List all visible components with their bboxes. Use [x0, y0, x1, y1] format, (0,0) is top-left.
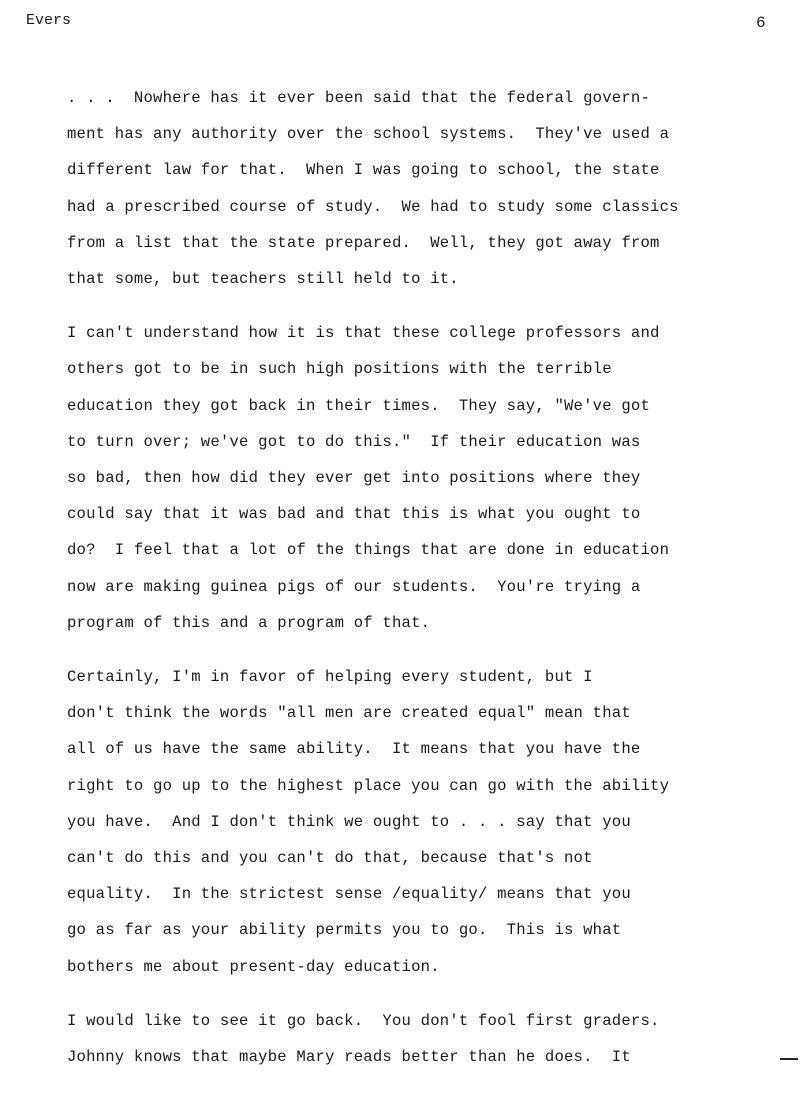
text-line: ment has any authority over the school systems. They've used a [67, 125, 670, 144]
text-line: to turn over; we've got to do this." If their education was [67, 432, 641, 451]
text-line: had a prescribed course of study. We had to study some classics [67, 197, 679, 216]
body-text [67, 80, 779, 1093]
text-line: go as far as your ability permits you to go. This is what [67, 921, 622, 940]
text-line: so bad, then how did they ever get into positions where they [67, 469, 641, 488]
paragraph-4 [67, 1003, 779, 1075]
text-line: equality. In the strictest sense /equality/ means that you [67, 885, 631, 904]
text-line: can't do this and you can't do that, because that's not [67, 849, 593, 868]
text-line: others got to be in such high positions with the terrible [67, 360, 612, 379]
text-line: . . . Nowhere has it ever been said that the federal govern- [67, 89, 651, 107]
text-line: now are making guinea pigs of our students. You're trying a [67, 577, 641, 596]
text-line: different law for that. When I was going to school, the state [67, 161, 660, 180]
text-line: I would like to see it go back. You don't fool first graders. [67, 1011, 660, 1030]
paragraph-3 [67, 659, 779, 985]
text-line: all of us have the same ability. It means that you have the [67, 740, 641, 759]
paragraph-1 [67, 80, 779, 297]
paragraph-2 [67, 315, 779, 641]
text-line: Certainly, I'm in favor of helping every student, but I [67, 668, 593, 687]
text-line: don't think the words "all men are created equal" mean that [67, 704, 631, 723]
text-line: Johnny knows that maybe Mary reads better than he does. It [67, 1048, 631, 1067]
margin-mark [780, 1058, 798, 1060]
text-line: could say that it was bad and that this is what you ought to [67, 505, 641, 524]
text-line: from a list that the state prepared. Well, they got away from [67, 233, 660, 252]
text-line: bothers me about present-day education. [67, 957, 440, 976]
text-line: right to go up to the highest place you can go with the ability [67, 776, 670, 795]
text-line: do? I feel that a lot of the things that are done in education [67, 541, 670, 560]
text-line: education they got back in their times. They say, "We've got [67, 396, 651, 415]
text-line: that some, but teachers still held to it. [67, 270, 459, 289]
text-line: you have. And I don't think we ought to . . . say that you [67, 812, 631, 831]
page-number: 6 [756, 14, 766, 32]
text-line: program of this and a program of that. [67, 613, 431, 632]
text-line: I can't understand how it is that these college professors and [67, 324, 660, 343]
header-name: Evers [26, 12, 72, 29]
